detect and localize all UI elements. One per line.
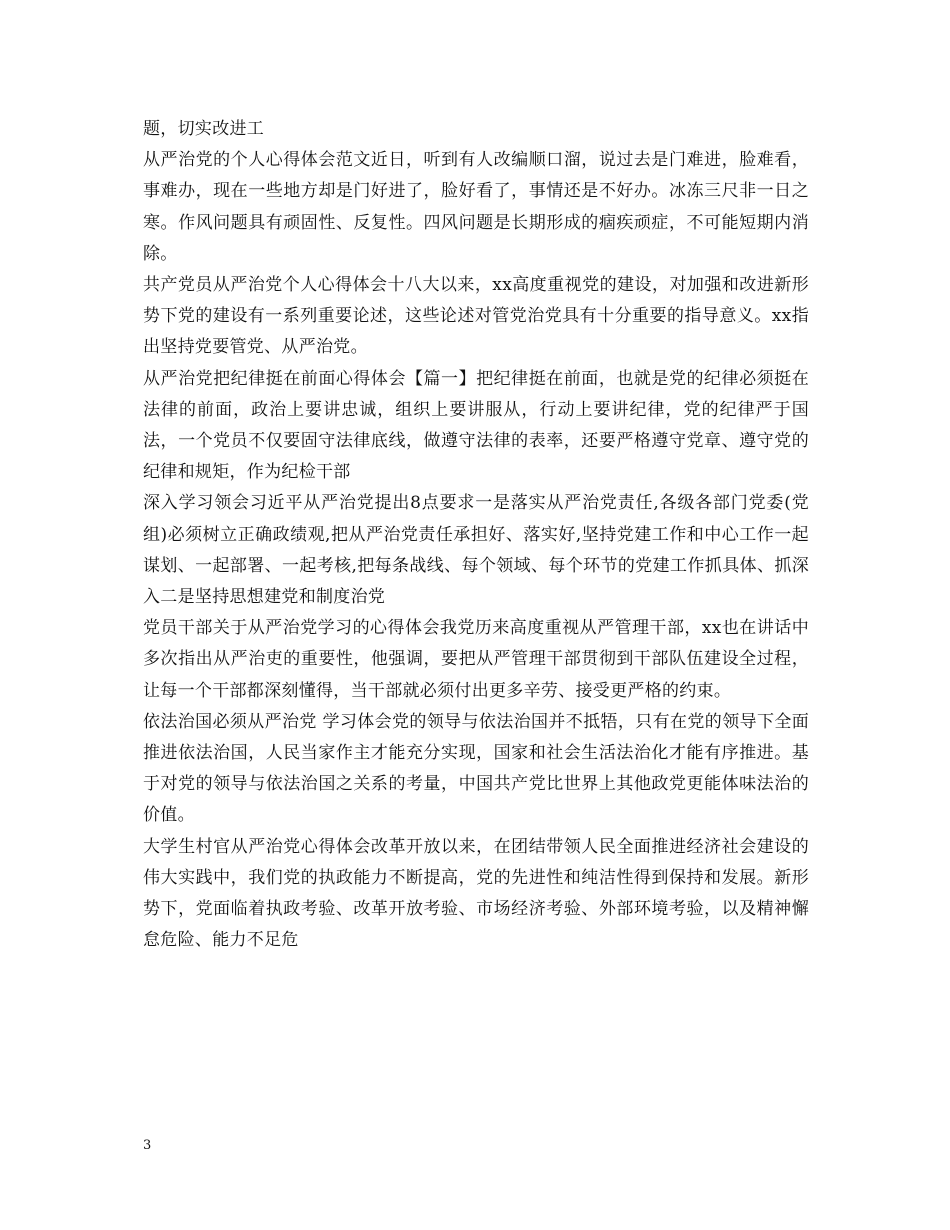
paragraph-continuation: 题，切实改进工 [143, 119, 265, 139]
paragraph-personal-experience: 从严治党的个人心得体会范文近日，听到有人改编顺口溜，说过去是门难进，脸难看，事难办，现在一些地方却是门好进了，脸好看了，事情还是不好办。冰冻三尺非一日之寒。作风问题具有顽固性、反复性。四风问题是长期形成的痼疾顽症，不可能短期内消除。 [143, 150, 809, 264]
paragraph-cadre-management: 党员干部关于从严治党学习的心得体会我党历来高度重视从严管理干部，xx也在讲话中多次指出从严治吏的重要性，他强调，要把从严管理干部贯彻到干部队伍建设全过程，让每一个干部都深刻懂得，当干部就必须付出更多辛劳、接受更严格的约束。 [143, 618, 809, 701]
paragraph-village-official: 大学生村官从严治党心得体会改革开放以来，在团结带领人民全面推进经济社会建设的伟大实践中，我们党的执政能力不断提高，党的先进性和纯洁性得到保持和发展。新形势下，党面临着执政考验、改革开放考验、市场经济考验、外部环境考验，以及精神懈怠危险、能力不足危 [143, 836, 809, 951]
page-number: 3 [143, 1138, 152, 1153]
paragraph-party-member-experience: 共产党员从严治党个人心得体会十八大以来，xx高度重视党的建设，对加强和改进新形势下党的建设有一系列重要论述，这些论述对管党治党具有十分重要的指导意义。xx指出坚持党要管党、从严治党。 [143, 275, 809, 358]
paragraph-rule-of-law: 依法治国必须从严治党 学习体会党的领导与依法治国并不抵牾，只有在党的领导下全面推进依法治国，人民当家作主才能充分实现，国家和社会生活法治化才能有序推进。基于对党的领导与依法治国之关系的考量，中国共产党比世界上其他政党更能体味法治的价值。 [143, 711, 809, 826]
paragraph-eight-requirements: 深入学习领会习近平从严治党提出8点要求一是落实从严治党责任,各级各部门党委(党组)必须树立正确政绩观,把从严治党责任承担好、落实好,坚持党建工作和中心工作一起谋划、一起部署、一起考核,把每条战线、每个领域、每个环节的党建工作抓具体、抓深入二是坚持思想建党和制度治党 [143, 493, 809, 608]
paragraph-discipline-first: 从严治党把纪律挺在前面心得体会【篇一】把纪律挺在前面，也就是党的纪律必须挺在法律的前面，政治上要讲忠诚，组织上要讲服从，行动上要讲纪律，党的纪律严于国法，一个党员不仅要固守法律底线，做遵守法律的表率，还要严格遵守党章、遵守党的纪律和规矩，作为纪检干部 [143, 368, 809, 483]
document-body [143, 114, 809, 956]
